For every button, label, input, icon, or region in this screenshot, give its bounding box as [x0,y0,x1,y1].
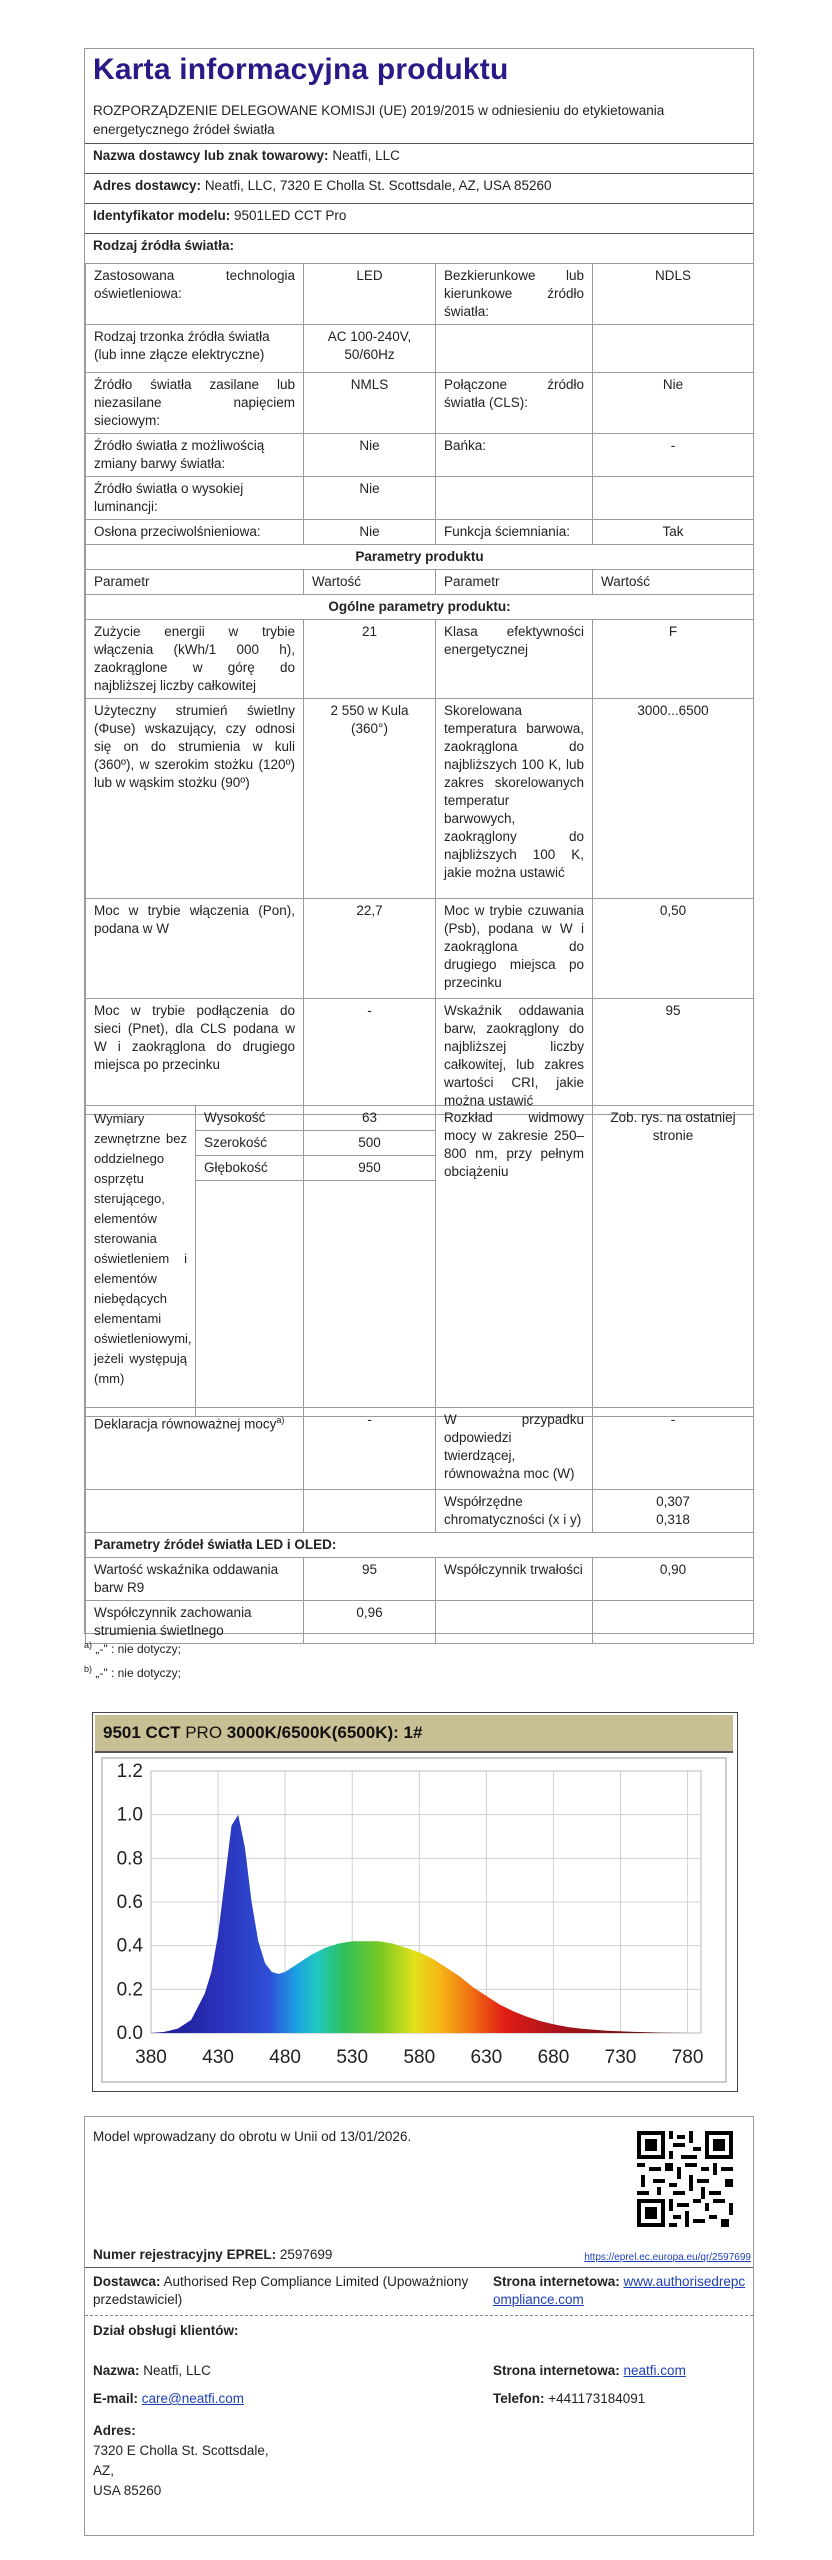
type-value: - [593,434,754,477]
dim-value: 500 [304,1131,436,1156]
dimensions-table [85,1105,754,1417]
footnote-b-text: „-" : nie dotyczy; [95,1666,181,1680]
supplier-web-block [493,2273,748,2309]
value-survival: 0,90 [593,1558,754,1601]
dim-name: Szerokość [196,1131,304,1156]
value-spectral: Zob. rys. na ostatniej stronie [593,1106,754,1417]
footnote-a-mark: a) [84,1640,93,1650]
x-tick-label: 680 [537,2047,570,2068]
param-chromaticity: Współrzędne chromatyczności (x i y) [436,1490,593,1533]
value-on-mode-power: 22,7 [304,899,436,999]
footnote-b [84,1664,181,1680]
email-row [93,2391,244,2406]
model-row [85,203,753,233]
regulation-subtitle: ROZPORZĄDZENIE DELEGOWANE KOMISJI (UE) 2019/2015 w odniesieniu do etykietowania energetycznego źródeł światła [93,103,665,137]
general-params-heading: Ogólne parametry produktu: [86,595,754,620]
y-tick-label: 0.8 [116,1848,143,1870]
y-tick-label: 0.6 [116,1892,143,1913]
supplier-label: Nazwa dostawcy lub znak towarowy: [93,148,329,163]
supplier-value: Neatfi, LLC [332,148,400,163]
col-param-header: Parametr [436,570,593,595]
service-name-row [93,2363,211,2378]
card-supplier-value: Authorised Rep Compliance Limited (Upoważniony przedstawiciel) [93,2274,469,2307]
card-address-label: Adres: [93,2423,136,2438]
eprel-row [93,2247,332,2262]
type-param: Zastosowana technologia oświetleniowa: [86,264,304,325]
value-r9: 95 [304,1558,436,1601]
x-tick-label: 730 [604,2047,637,2068]
service-web-link[interactable]: neatfi.com [623,2363,686,2378]
x-tick-label: 380 [135,2047,167,2068]
card-web-link[interactable]: www.authorisedrepcompliance.com [493,2274,746,2307]
type-value: Nie [593,373,754,434]
params-heading: Parametry produktu [86,545,754,570]
param-spectral: Rozkład widmowy mocy w zakresie 250–800 nm, przy pełnym obciążeniu [436,1106,593,1417]
empty-cell [593,1601,754,1644]
param-cct: Skorelowana temperatura barwowa, zaokrąglona do najbliższych 100 K, lub zakres skorelowanych temperatur barwowych, zaokrąglony do najbliższych 100 K, jakie można ustawić [436,699,593,899]
value-network-power: - [304,999,436,1115]
divider [85,2267,753,2268]
email-link[interactable]: care@neatfi.com [141,2391,245,2406]
type-value: LED [304,264,436,325]
service-web-row [493,2363,686,2378]
footnote-a-text: „-" : nie dotyczy; [95,1642,181,1656]
param-network-power: Moc w trybie podłączenia do sieci (Pnet), dla CLS podana w W i zaokrąglona do drugiego miejsca po przecinku [86,999,304,1115]
col-value-header: Wartość [593,570,754,595]
card-address-line: 7320 E Cholla St. Scottsdale, [93,2443,269,2458]
param-standby-power: Moc w trybie czuwania (Psb), podana w W i zaokrąglona do drugiego miejsca po przecinku [436,899,593,999]
value-standby-power: 0,50 [593,899,754,999]
card-address-line: USA 85260 [93,2483,162,2498]
dim-value: 63 [304,1106,436,1131]
param-cri: Wskaźnik oddawania barw, zaokrąglony do najbliższej liczby całkowitej, lub zakres wartości CRI, jakie można ustawić [436,999,593,1115]
param-on-mode-power: Moc w trybie włączenia (Pon), podana w W [86,899,304,999]
value-energy: 21 [304,620,436,699]
equiv-footnote-mark: a) [276,1415,285,1425]
address-row [85,173,753,203]
type-param: Bańka: [436,434,593,477]
phone-label: Telefon: [493,2391,545,2406]
empty-cell [436,1601,593,1644]
chart-plot [101,1757,727,2083]
phone-row [493,2391,645,2406]
type-value [593,477,754,520]
type-param: Źródło światła zasilane lub niezasilane napięciem sieciowym: [86,373,304,434]
qr-code-icon[interactable] [637,2131,733,2227]
model-value: 9501LED CCT Pro [234,208,347,223]
chart-title-part2: PRO [185,1723,223,1742]
service-name-label: Nazwa: [93,2363,140,2378]
col-value-header: Wartość [304,570,436,595]
phone-value: +441173184091 [548,2391,646,2406]
eprel-label: Numer rejestracyjny EPREL: [93,2247,277,2262]
type-value: Tak [593,520,754,545]
type-heading: Rodzaj źródła światła: [85,233,753,263]
chroma-x: 0,307 [656,1494,690,1509]
chart-title-part3: 3000K/6500K(6500K): 1# [226,1723,423,1742]
supplier-block [93,2273,488,2309]
product-sheet [84,48,754,1638]
value-cri: 95 [593,999,754,1115]
type-value: AC 100-240V, 50/60Hz [304,325,436,373]
x-tick-label: 430 [202,2047,234,2068]
value-lumen-maintenance: 0,96 [304,1601,436,1644]
type-value: Nie [304,520,436,545]
x-tick-label: 480 [269,2047,301,2068]
eprel-link[interactable]: https://eprel.ec.europa.eu/qr/2597699 [584,2252,751,2263]
card-supplier-label: Dostawca: [93,2274,161,2289]
chart-title-bar [95,1715,733,1753]
type-value: Nie [304,434,436,477]
divider [85,2315,753,2316]
param-dimensions: Wymiary zewnętrzne bez oddzielnego osprzętu sterującego, elementów sterowania oświetleniem i elementów niebędących elementami oświetleniowymi, jeżeli występują (mm) [86,1106,196,1417]
dim-name: Wysokość [196,1106,304,1131]
param-survival: Współczynnik trwałości [436,1558,593,1601]
x-tick-label: 630 [470,2047,503,2068]
y-tick-label: 1.0 [116,1804,143,1826]
eprel-value: 2597699 [279,2247,333,2262]
dim-empty [196,1181,304,1417]
type-param: Rodzaj trzonka źródła światła (lub inne złącze elektryczne) [86,325,304,373]
service-heading: Dział obsługi klientów: [93,2323,239,2338]
address-block [93,2421,269,2501]
led-params-heading: Parametry źródeł światła LED i OLED: [86,1533,754,1558]
value-luminous-flux: 2 550 w Kula (360°) [304,699,436,899]
chroma-y: 0,318 [656,1512,690,1527]
card-address-line: AZ, [93,2463,115,2478]
address-label: Adres dostawcy: [93,178,202,193]
chart-title [103,1723,422,1743]
dim-name: Głębokość [196,1156,304,1181]
empty-cell [86,1490,304,1533]
param-lumen-maintenance: Współczynnik zachowania strumienia świetlnego [86,1601,304,1644]
type-param: Funkcja ściemniania: [436,520,593,545]
empty-cell [304,1490,436,1533]
chart-title-part1: 9501 CCT [103,1723,181,1742]
x-tick-label: 780 [671,2047,704,2068]
spectrum-chart [92,1712,738,2092]
type-param [436,325,593,373]
y-tick-label: 0.2 [116,1979,143,2001]
type-table [85,263,754,1115]
type-value: NDLS [593,264,754,325]
lower-params-table [85,1407,754,1644]
value-equivalent-power-w: - [593,1408,754,1490]
type-param: Źródło światła o wysokiej luminancji: [86,477,304,520]
col-param-header: Parametr [86,570,304,595]
address-value: Neatfi, LLC, 7320 E Cholla St. Scottsdale, AZ, USA 85260 [204,178,552,193]
value-equivalent-power: - [304,1408,436,1490]
value-cct: 3000...6500 [593,699,754,899]
footnote-b-mark: b) [84,1664,93,1674]
y-tick-label: 0.0 [116,2023,143,2044]
x-tick-label: 580 [403,2047,436,2068]
param-energy: Zużycie energii w trybie włączenia (kWh/1 000 h), zaokrąglone w górę do najbliższej liczby całkowitej [86,620,304,699]
supplier-row [85,143,753,173]
service-name-value: Neatfi, LLC [143,2363,211,2378]
param-luminous-flux: Użyteczny strumień świetlny (Φuse) wskazujący, czy odnosi się on do strumienia w kuli (360º), w szerokim stożku (120º) lub w wąskim stożku (90º) [86,699,304,899]
x-tick-label: 530 [336,2047,369,2068]
type-value [593,325,754,373]
service-web-label: Strona internetowa: [493,2363,620,2378]
page-title: Karta informacyjna produktu [93,53,509,86]
type-param: Bezkierunkowe lub kierunkowe źródło światła: [436,264,593,325]
eprel-card [84,2116,754,2536]
equiv-label: Deklaracja równoważnej mocy [94,1416,277,1432]
param-r9: Wartość wskaźnika oddawania barw R9 [86,1558,304,1601]
value-energy-class: F [593,620,754,699]
model-label: Identyfikator modelu: [93,208,231,223]
param-energy-class: Klasa efektywności energetycznej [436,620,593,699]
y-tick-label: 0.4 [116,1935,143,1957]
market-intro: Model wprowadzany do obrotu w Unii od 13/01/2026. [93,2129,412,2144]
card-web-label: Strona internetowa: [493,2274,620,2289]
type-param: Osłona przeciwolśnieniowa: [86,520,304,545]
footnote-a [84,1640,181,1656]
email-label: E-mail: [93,2391,139,2406]
param-equivalent-power [86,1408,304,1490]
type-param: Źródło światła z możliwością zmiany barwy światła: [86,434,304,477]
dim-empty [304,1181,436,1417]
type-value: Nie [304,477,436,520]
value-chromaticity [593,1490,754,1533]
param-equivalent-power-w: W przypadku odpowiedzi twierdzącej, równoważna moc (W) [436,1408,593,1490]
type-param: Połączone źródło światła (CLS): [436,373,593,434]
dim-value: 950 [304,1156,436,1181]
type-param [436,477,593,520]
y-tick-label: 1.2 [116,1761,143,1782]
type-value: NMLS [304,373,436,434]
